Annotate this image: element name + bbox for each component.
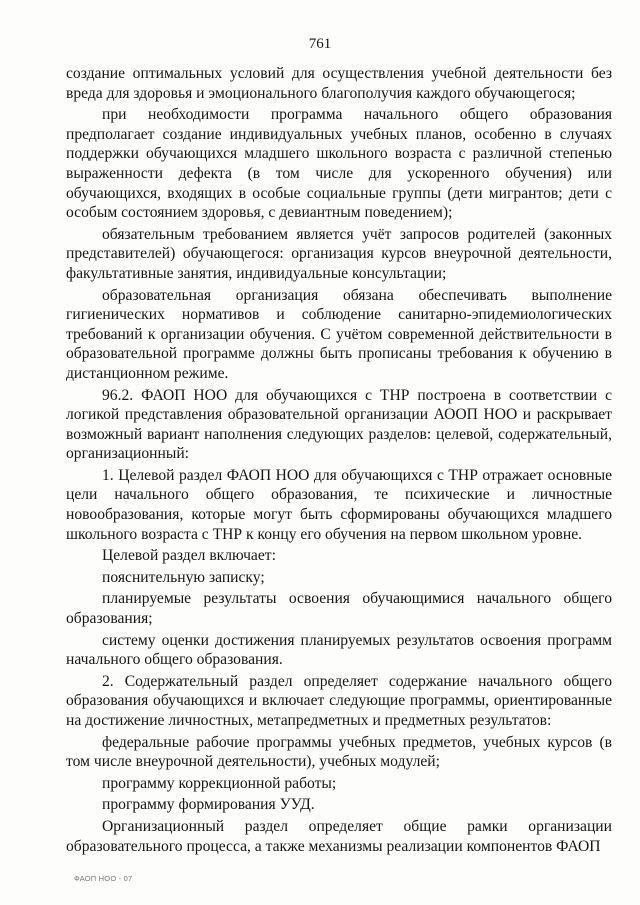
paragraph: Организационный раздел определяет общие рамки организации образовательного процесса, а также механизмы реализации компонентов ФАОП <box>66 817 612 855</box>
list-item: пояснительную записку; <box>102 568 265 586</box>
paragraph: Целевой раздел включает: <box>102 547 276 565</box>
list-item: программу формирования УУД. <box>102 796 315 814</box>
paragraph: создание оптимальных условий для осуществления учебной деятельности без вреда для здоровья и эмоционального благополучия каждого обучающегося; <box>66 65 612 102</box>
list-item: программу коррекционной работы; <box>102 774 337 792</box>
footer-document-code: ФАОП НОО - 07 <box>74 874 133 883</box>
list-item: систему оценки достижения планируемых результатов освоения программ начального общего образования. <box>66 631 612 669</box>
paragraph: 2. Содержательный раздел определяет содержание начального общего образования обучающихся и включает следующие программы, ориентированные на достижение личностных, метапредметных и предметных результатов: <box>66 672 612 729</box>
paragraph: при необходимости программа начального общего образования предполагает создание индивидуальных учебных планов, особенно в случаях поддержки обучающихся младшего школьного возраста с различной степенью выраженности дефекта (в том числе для ускоренного обучения) или обучающихся, входящих в особые социальные группы (дети мигрантов; дети с особым состоянием здоровья, с девиантным поведением); <box>66 106 612 222</box>
section-paragraph: 96.2. ФАОП НОО для обучающихся с ТНР построена в соответствии с логикой представления образовательной организации АООП НОО и раскрывает возможный вариант наполнения следующих разделов: целевой, содержательный, организационный: <box>66 386 612 463</box>
paragraph: 1. Целевой раздел ФАОП НОО для обучающихся с ТНР отражает основные цели начального общего образования, те психические и личностные новообразования, которые могут быть сформированы обучающихся младшего школьного возраста с ТНР к концу его обучения на первом школьном уровне. <box>66 466 612 543</box>
paragraph: образовательная организация обязана обеспечивать выполнение гигиенических нормативов и соблюдение санитарно-эпидемиологических требований к организации обучения. С учётом современной действительности в образовательной программе должны быть прописаны требования к обучению в дистанционном режиме. <box>66 286 612 382</box>
list-item: федеральные рабочие программы учебных предметов, учебных курсов (в том числе внеурочной деятельности), учебных модулей; <box>66 733 612 771</box>
list-item: планируемые результаты освоения обучающимися начального общего образования; <box>66 590 612 628</box>
paragraph: обязательным требованием является учёт запросов родителей (законных представителей) обучающегося: организация курсов внеурочной деятельности, факультативные занятия, индивидуальные консультации; <box>66 225 612 282</box>
document-body <box>66 64 612 858</box>
page-number: 761 <box>308 36 332 52</box>
